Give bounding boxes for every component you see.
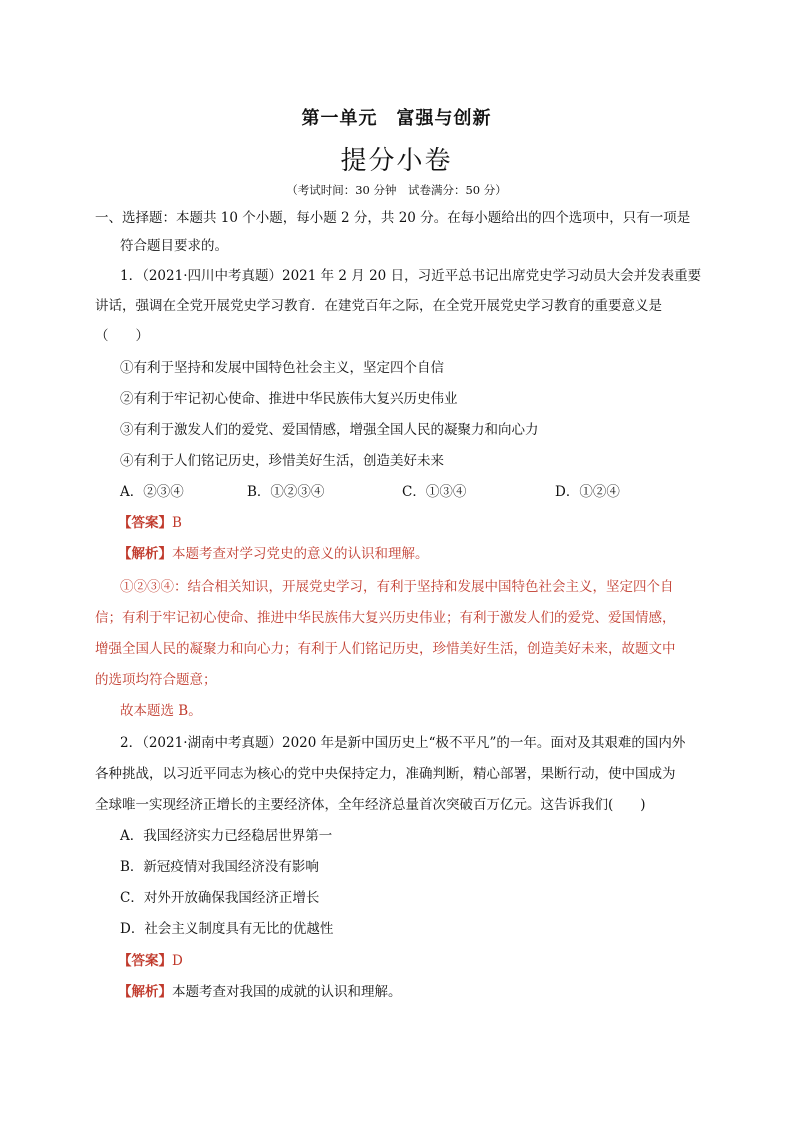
q2-stem-line3: 全球唯一实现经济正增长的主要经济体，全年经济总量首次突破百万亿元。这告诉我们( ) bbox=[95, 797, 646, 813]
answer-tag: 【答案】 bbox=[118, 953, 172, 969]
q1-explain-line3: 增强全国人民的凝聚力和向心力；有利于人们铭记历史，珍惜美好生活，创造美好未来，故题文中 bbox=[95, 641, 676, 657]
unit-title: 第一单元 富强与创新 bbox=[301, 108, 492, 129]
q2-stem-line2: 各种挑战，以习近平同志为核心的党中央保持定力，准确判断，精心部署，果断行动，使中国成为 bbox=[95, 766, 676, 782]
answer-tag: 【答案】 bbox=[118, 515, 172, 531]
q1-conclusion: 故本题选 B。 bbox=[120, 703, 202, 719]
q1-item-4: ④有利于人们铭记历史，珍惜美好生活，创造美好未来 bbox=[120, 453, 444, 469]
q2-answer bbox=[118, 951, 183, 971]
q2-option-d: D．社会主义制度具有无比的优越性 bbox=[120, 921, 334, 937]
q2-stem-line1: 2．（2021·湖南中考真题）2020 年是新中国历史上“极不平凡”的一年。面对及其艰难的国内外 bbox=[120, 735, 686, 751]
analysis-tag: 【解析】 bbox=[118, 546, 172, 562]
exam-info: （考试时间：30 分钟 试卷满分：50 分） bbox=[286, 183, 507, 197]
q2-option-b: B．新冠疫情对我国经济没有影响 bbox=[120, 859, 319, 875]
q1-explain-line4: 的选项均符合题意； bbox=[95, 672, 217, 688]
q1-explain-line2: 信；有利于牢记初心使命、推进中华民族伟大复兴历史伟业；有利于激发人们的爱党、爱国情感， bbox=[95, 610, 676, 626]
q1-item-1: ①有利于坚持和发展中国特色社会主义，坚定四个自信 bbox=[120, 360, 444, 376]
section-instruction-line1: 一、选择题：本题共 10 个小题，每小题 2 分，共 20 分。在每小题给出的四个选项中，只有一项是 bbox=[95, 210, 691, 226]
q1-answer bbox=[118, 513, 182, 533]
q1-option-a: A．②③④ bbox=[120, 484, 184, 500]
answer-value: D bbox=[172, 953, 183, 969]
q1-stem-line3: （ ） bbox=[95, 328, 149, 344]
q1-stem-line1: 1．（2021·四川中考真题）2021 年 2 月 20 日，习近平总书记出席党史学习动员大会并发表重要 bbox=[120, 268, 702, 284]
q2-option-a: A．我国经济实力已经稳居世界第一 bbox=[120, 828, 333, 844]
page-title: 提分小卷 bbox=[340, 146, 453, 176]
answer-value: B bbox=[172, 515, 182, 531]
q1-analysis bbox=[118, 544, 429, 564]
analysis-text: 本题考查对我国的成就的认识和理解。 bbox=[172, 984, 402, 1000]
q1-item-3: ③有利于激发人们的爱党、爱国情感，增强全国人民的凝聚力和向心力 bbox=[120, 422, 539, 438]
q1-stem-line2: 讲话，强调在全党开展党史学习教育．在建党百年之际，在全党开展党史学习教育的重要意义是 bbox=[95, 298, 662, 314]
analysis-text: 本题考查对学习党史的意义的认识和理解。 bbox=[172, 546, 429, 562]
analysis-tag: 【解析】 bbox=[118, 984, 172, 1000]
section-instruction-line2: 符合题目要求的。 bbox=[120, 238, 228, 254]
q1-option-d: D．①②④ bbox=[555, 484, 620, 500]
q1-item-2: ②有利于牢记初心使命、推进中华民族伟大复兴历史伟业 bbox=[120, 391, 458, 407]
q1-option-b: B．①②③④ bbox=[247, 484, 325, 500]
q1-option-c: C．①③④ bbox=[402, 484, 467, 500]
q2-analysis bbox=[118, 982, 402, 1002]
q1-explain-line1: ①②③④：结合相关知识，开展党史学习，有利于坚持和发展中国特色社会主义，坚定四个自 bbox=[120, 579, 674, 595]
q2-option-c: C．对外开放确保我国经济正增长 bbox=[120, 890, 320, 906]
